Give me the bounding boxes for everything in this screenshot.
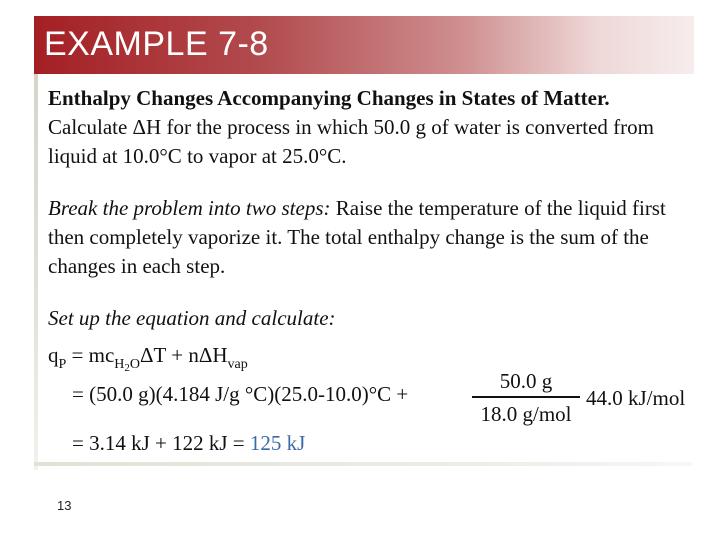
eq-part-1: = mc — [66, 343, 115, 367]
fraction-numerator: 50.0 g — [499, 369, 553, 393]
eq-c-subscript-o: O — [129, 357, 141, 372]
strategy-heading: Break the problem into two steps: — [48, 196, 331, 220]
result-sum: = 3.14 kJ + 122 kJ = — [72, 431, 250, 455]
eq-q: q — [48, 343, 59, 367]
problem-statement — [48, 84, 688, 171]
eq-h-subscript: vap — [227, 357, 248, 372]
setup-heading: Set up the equation and calculate: — [48, 306, 336, 330]
final-answer: 125 kJ — [249, 431, 306, 455]
equation-line-3 — [72, 431, 305, 456]
enthalpy-vap-value: 44.0 kJ/mol — [586, 386, 686, 410]
strategy-text: Raise the temperature of the liquid first then completely vaporize it. The total enthalpy change is the sum of the changes in each step. — [48, 196, 666, 278]
strategy-paragraph — [48, 194, 688, 281]
eq-q-subscript: P — [58, 357, 67, 372]
eq-c-subscript-2: 2 — [124, 362, 130, 374]
page-number: 13 — [57, 498, 72, 513]
fraction-denominator: 18.0 g/mol — [480, 401, 572, 426]
slide-title: EXAMPLE 7-8 — [44, 25, 269, 63]
problem-heading: Enthalpy Changes Accompanying Changes in States of Matter. — [48, 86, 610, 110]
eq-c-subscript-h: H — [114, 357, 125, 372]
frame-bottom-border — [34, 462, 692, 466]
mole-fraction — [472, 368, 580, 427]
title-bar — [34, 16, 694, 74]
equation-line-1 — [48, 343, 248, 374]
equation-line-2: = (50.0 g)(4.184 J/g °C)(25.0-10.0)°C + — [72, 382, 409, 406]
problem-text: Calculate ΔH for the process in which 50.0 g of water is converted from liquid at 10.0°C to vapor at 25.0°C. — [48, 115, 654, 168]
frame-left-border — [34, 74, 38, 470]
eq-part-2: ΔT + nΔH — [140, 343, 228, 367]
fraction-bar — [472, 396, 580, 398]
